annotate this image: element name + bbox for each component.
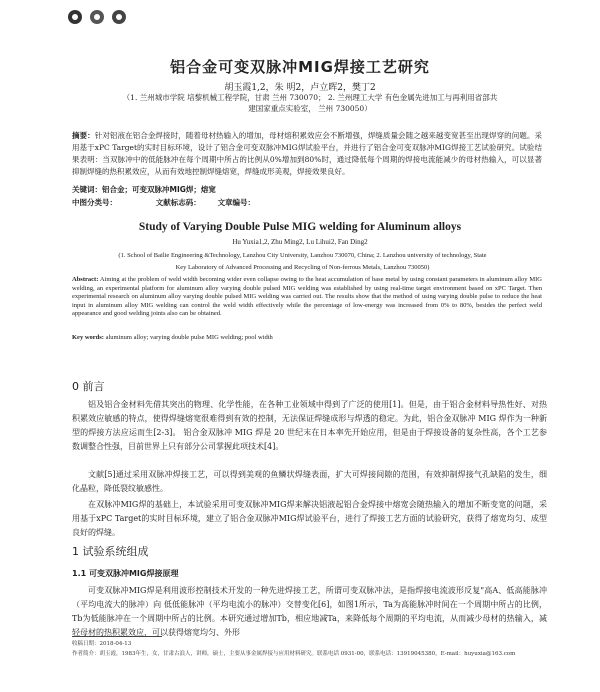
doc-code-label: 文献标志码： bbox=[155, 198, 201, 207]
keywords-cn-text: 铝合金；可变双脉冲MIG焊；熔宽 bbox=[102, 185, 216, 194]
section-1-1-paragraph: 可变双脉冲MIG焊是利用波形控制技术开发的一种先进焊接工艺，所谓可变双脉冲法，是指焊接电流波形反复"高A、低高能脉冲（平均电流大的脉冲）向 低低能脉冲（平均电流小的脉冲）交替变化[6]，如图1所示，Ta为高能脉冲时间在一个周期中所占的比例，Tb为低能脉冲在一个周期中所占的比例。本研究通过增加Tb，相应地减Ta，来降低每个周期的平均电流，从而减少母材的热输入，减轻母材的热积累效应，可以获得熔宽均匀、外形 bbox=[72, 586, 547, 637]
class-number-label: 中图分类号： bbox=[72, 198, 117, 207]
abstract-en-label: Abstract: bbox=[72, 276, 99, 283]
affiliation-cn bbox=[110, 92, 510, 114]
keywords-en bbox=[72, 334, 542, 341]
footnote-received: 收稿日期：2018-04-13 bbox=[72, 641, 132, 647]
university-logo-icon bbox=[90, 10, 104, 24]
section-0-heading: 0 前言 bbox=[72, 380, 105, 393]
publisher-logo-icon bbox=[112, 10, 126, 24]
abstract-en bbox=[72, 276, 542, 319]
paper-title-en: Study of Varying Double Pulse MIG welding for Aluminum alloys bbox=[138, 221, 462, 233]
abstract-cn-label: 摘要： bbox=[72, 131, 95, 140]
affiliation-cn-line2: 建国家重点实验室， 兰州 730050） bbox=[248, 104, 372, 113]
affiliation-en bbox=[70, 250, 535, 274]
section-0-paragraph-2: 文献[5]通过采用双脉冲焊接工艺，可以得到美观的鱼鳞状焊缝表面，扩大可焊接间隙的范围，有效抑制焊接气孔缺陷的发生，细化晶粒，降低裂纹敏感性。 bbox=[72, 470, 547, 493]
section-1-heading: 1 试验系统组成 bbox=[72, 545, 149, 558]
footnote-author: 作者简介：胡玉霞，1983年生，女，甘肃古浪人，讲师，硕士，主要从事金属焊接与应用材料研究。联系电话 0931-00，联系电话：13919045380，E-mail：huyuxia@163.com bbox=[72, 651, 516, 657]
keywords-en-text: aluminum alloy; varying double pulse MIG welding; pool width bbox=[105, 334, 273, 341]
keywords-cn bbox=[72, 184, 542, 196]
abstract-en-text: Aiming at the problem of weld width becoming wider even collapse owing to the heat accumulation of base metal by using constant parameters in aluminum alloy MIG welding, an experimental platform for aluminum alloy varying double pulsed MIG welding was established by using real-time target environment based on xPC Target. Then experimental research on aluminum alloy varying double pulsed MIG welding was carried out. The results show that the method of using varying double pulse to reduce the heat input in aluminum alloy MIG welding can control the weld width effectively while the percentage of low-energy was increased from 0% to 80%, besides the perfect weld appearance and good welding joints also can be obtained. bbox=[72, 276, 542, 317]
affiliation-en-line1: (1. School of Bailie Engineering &Technology, Lanzhou City University, Lanzhou 730070, China; 2. Lanzhou university of technology, State bbox=[118, 252, 487, 259]
keywords-en-label: Key words: bbox=[72, 334, 104, 341]
section-0-paragraph-1: 铝及铝合金材料先借其突出的物理、化学性能，在各种工业领域中得到了广泛的使用[1]。但是，由于铝合金材料导热性好、对热积累效应敏感的特点，使得焊缝熔宽很难得到有效的控制，无法保证焊缝成形与焊透的稳定。为此，铝合金双脉冲 MIG 焊作为一种新型的焊接方法应运而生[2-3]。 铝合金双脉冲 MIG 焊是 20 世纪末在日本率先开始应用，但是由于焊接设备的复杂性高，各个工艺参数调整合性强，目前世界上只有部分公司掌握此项技术[4]。 bbox=[72, 400, 547, 451]
footnote-divider bbox=[72, 636, 162, 637]
paper-title-cn: 铝合金可变双脉冲MIG焊接工艺研究 bbox=[170, 58, 430, 76]
journal-logos bbox=[68, 10, 126, 24]
classification-line bbox=[72, 197, 542, 209]
article-number-label: 文章编号： bbox=[217, 198, 256, 207]
authors-en: Hu Yuxia1,2, Zhu Ming2, Lu Lihui2, Fan Ding2 bbox=[232, 238, 368, 246]
affiliation-cn-line1: （1. 兰州城市学院 培黎机械工程学院，甘肃 兰州 730070； 2. 兰州理工大学 有色金属先进加工与再利用省部共 bbox=[122, 93, 498, 102]
journal-logo-icon bbox=[68, 10, 82, 24]
abstract-cn bbox=[72, 130, 542, 178]
section-0-paragraph-3: 在双脉冲MIG焊的基础上，本试验采用可变双脉冲MIG焊来解决铝液起铝合金焊接中熔宽会随热输入的增加不断变宽的问题，采用基于xPC Target的实时目标环境，建立了铝合金双脉冲MIG焊试验平台，进行了焊接工艺方面的试验研究，获得了熔宽均匀、成型良好的焊缝。 bbox=[72, 500, 547, 537]
authors-cn: 胡玉霞1,2，朱 明2，卢立晖2，樊丁2 bbox=[224, 83, 376, 93]
section-1-1-heading: 1.1 可变双脉冲MIG焊接原理 bbox=[72, 569, 179, 578]
abstract-cn-text: 针对铝液在铝合金焊接时，随着母材热输入的增加，母材熔积累效应会不断增强，焊缝质量会随之越来越变宽甚至出现焊穿的问题。采用基于xPC Target的实时目标环境，设计了铝合金可变双脉冲MIG焊试验平台，并进行了铝合金可变双脉冲MIG焊接工艺试验研究。试验结果表明：当双脉冲中的低能脉冲在每个周期中所占的比例从0%增加到80%时，通过降低每个周期的焊接电流能减少的母材热输入，可以显著抑制焊缝的热积累效应，从而有效地控制焊缝熔宽，焊缝成形美观，焊接效果良好。 bbox=[72, 131, 543, 176]
affiliation-en-line2: Key Laboratory of Advanced Processing and Recycling of Non-ferrous Metals, Lanzhou 730050) bbox=[175, 264, 430, 271]
keywords-cn-label: 关键词： bbox=[72, 185, 102, 194]
